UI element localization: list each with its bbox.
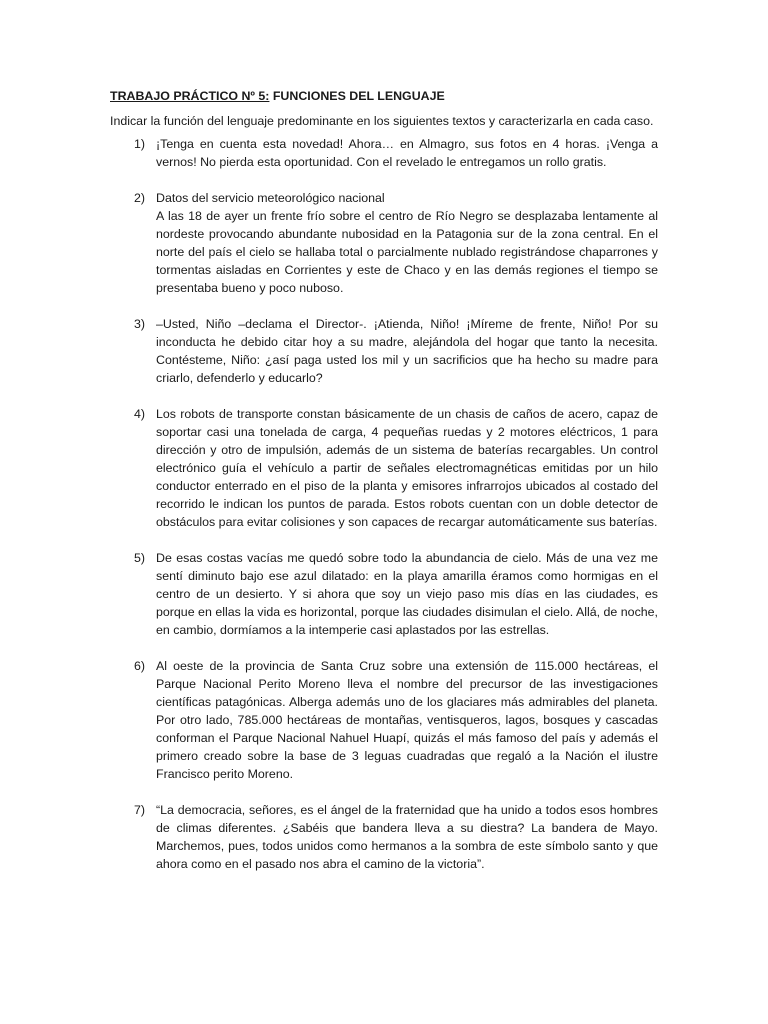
item-number: 6) xyxy=(134,659,146,673)
item-number: 4) xyxy=(134,407,146,421)
exercise-item-4 xyxy=(110,405,658,531)
exercise-item-3 xyxy=(110,315,658,387)
document-page xyxy=(110,87,658,891)
title-rest: FUNCIONES DEL LENGUAJE xyxy=(269,89,445,103)
exercise-item-6 xyxy=(110,657,658,783)
item-number: 3) xyxy=(134,317,146,331)
item-heading: Datos del servicio meteorológico nacional xyxy=(156,191,385,205)
item-number: 7) xyxy=(134,803,146,817)
document-title xyxy=(110,87,658,105)
exercise-list xyxy=(110,135,658,873)
item-text: Los robots de transporte constan básicamente de un chasis de caños de acero, capaz de soportar casi una tonelada de carga, 4 pequeñas ruedas y 2 motores eléctricos, 1 para dirección y otro de impulsión, además de un sistema de baterías recargables. Un control electrónico guía el vehículo a partir de señales electromagnéticas emitidas por un hilo conductor enterrado en el piso de la planta y emisores infrarrojos ubicados al costado del recorrido le indican los puntos de parada. Estos robots cuentan con un doble detector de obstáculos para evitar colisiones y son capaces de recargar automáticamente sus baterías. xyxy=(156,407,658,529)
exercise-item-2 xyxy=(110,189,658,297)
item-number: 2) xyxy=(134,191,146,205)
item-text: Al oeste de la provincia de Santa Cruz sobre una extensión de 115.000 hectáreas, el Parque Nacional Perito Moreno lleva el nombre del precursor de las investigaciones científicas patagónicas. Alberga además uno de los glaciares más admirables del planeta. Por otro lado, 785.000 hectáreas de montañas, ventisqueros, lagos, bosques y cascadas conforman el Parque Nacional Nahuel Huapí, quizás el más famoso del país y además el primero creado sobre la base de 3 leguas cuadradas que regaló a la Nación el ilustre Francisco perito Moreno. xyxy=(156,659,658,781)
item-text: De esas costas vacías me quedó sobre todo la abundancia de cielo. Más de una vez me sentí diminuto bajo ese azul dilatado: en la playa amarilla éramos como hormigas en el centro de un desierto. Y si ahora que soy un viejo paso mis días en las ciudades, es porque en ellas la vida es horizontal, porque las ciudades disimulan el cielo. Allá, de noche, en cambio, dormíamos a la intemperie casi aplastados por las estrellas. xyxy=(156,551,658,637)
exercise-item-5 xyxy=(110,549,658,639)
item-text: ¡Tenga en cuenta esta novedad! Ahora… en Almagro, sus fotos en 4 horas. ¡Venga a vernos! No pierda esta oportunidad. Con el revelado le entregamos un rollo gratis. xyxy=(156,137,658,169)
exercise-item-7 xyxy=(110,801,658,873)
exercise-item-1 xyxy=(110,135,658,171)
title-underlined: TRABAJO PRÁCTICO Nº 5: xyxy=(110,89,270,103)
item-text: –Usted, Niño –declama el Director-. ¡Atienda, Niño! ¡Míreme de frente, Niño! Por su inconducta he debido citar hoy a su madre, alejándola del hogar que tanto la necesita. Contésteme, Niño: ¿así paga usted los mil y un sacrificios que ha hecho su madre para criarlo, defenderlo y educarlo? xyxy=(156,317,658,385)
item-text: “La democracia, señores, es el ángel de la fraternidad que ha unido a todos esos hombres de climas diferentes. ¿Sabéis que bandera lleva a su diestra? La bandera de Mayo. Marchemos, pues, todos unidos como hermanos a la sombra de este símbolo santo y que ahora como en el pasado nos abra el camino de la victoria”. xyxy=(156,803,658,871)
item-text: A las 18 de ayer un frente frío sobre el centro de Río Negro se desplazaba lentamente al nordeste provocando abundante nubosidad en la Patagonia sur de la zona central. En el norte del país el cielo se hallaba total o parcialmente nublado registrándose chaparrones y tormentas aisladas en Corrientes y este de Chaco y en las demás regiones el tiempo se presentaba bueno y poco nuboso. xyxy=(156,209,658,295)
instructions-paragraph: Indicar la función del lenguaje predominante en los siguientes textos y caracterizarla en cada caso. xyxy=(110,114,654,128)
item-number: 5) xyxy=(134,551,146,565)
item-number: 1) xyxy=(134,137,146,151)
